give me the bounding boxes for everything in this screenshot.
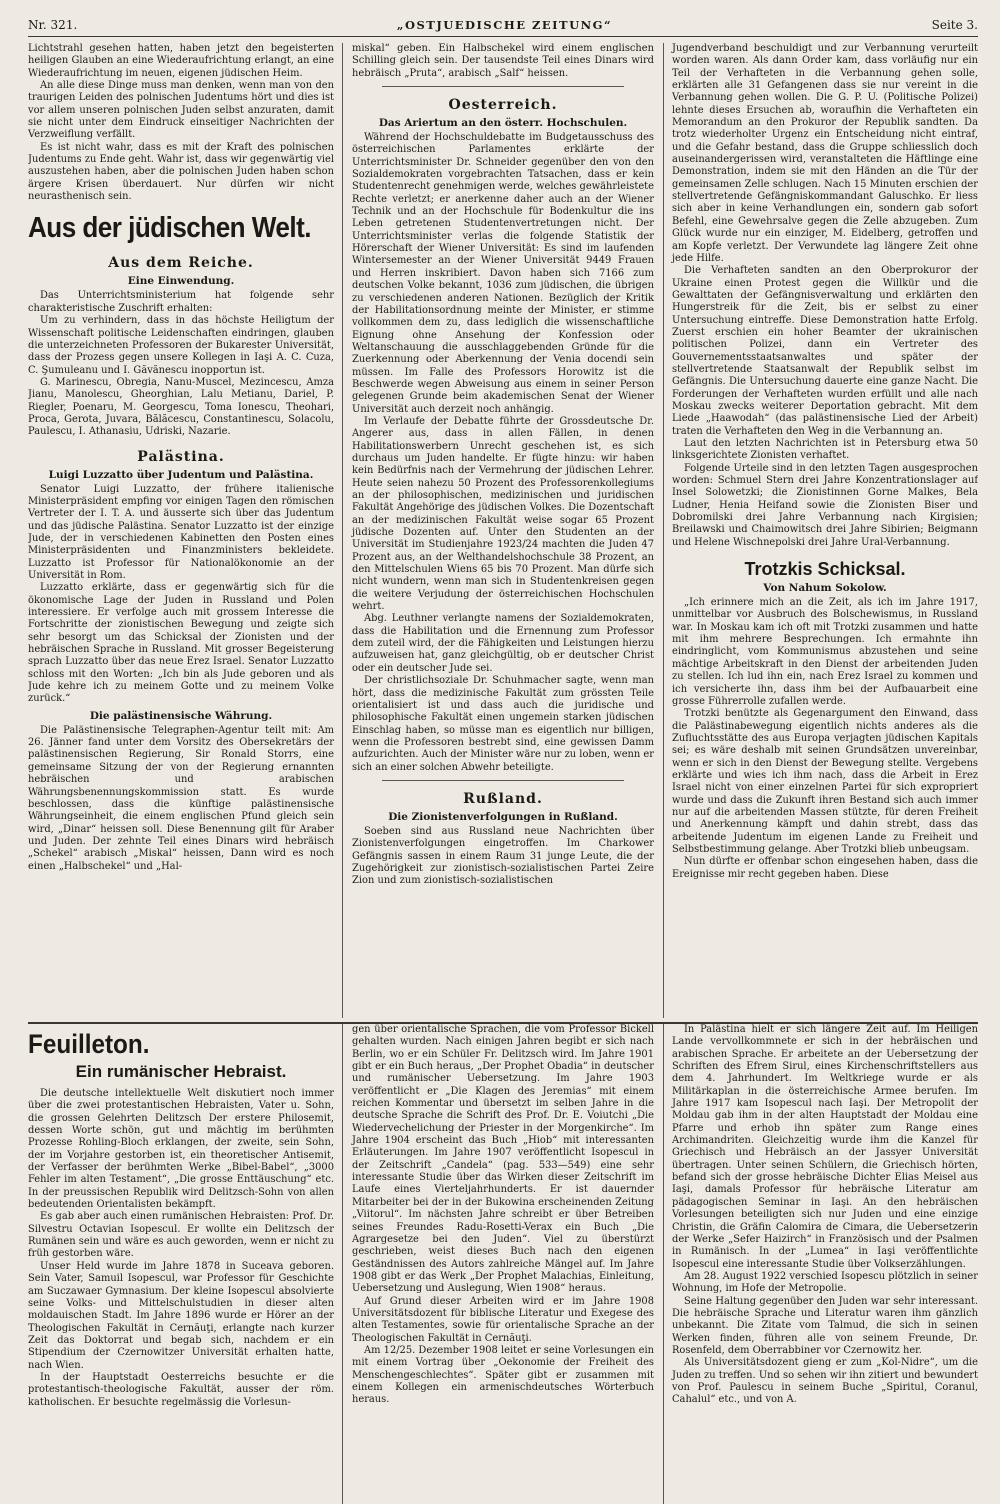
newspaper-title: „OSTJUEDISCHE ZEITUNG“ <box>396 18 613 32</box>
masthead <box>28 18 978 37</box>
feuilleton-title: Ein rumänischer Hebraist. <box>75 1062 287 1081</box>
feuilleton-label: Feuilleton. <box>28 1029 150 1059</box>
column-2 <box>342 43 664 1018</box>
issue-number: Nr. 321. <box>28 18 78 32</box>
article-title-ariertum: Das Ariertum an den österr. Hochschulen. <box>378 117 628 130</box>
divider <box>382 86 624 87</box>
section-heading-juedische-welt: Aus der jüdischen Welt. <box>28 212 311 245</box>
paragraph: Soeben sind aus Russland neue Nachrichten über Zionistenverfolgungen eingetroffen. Im Charkower Gefängnis sassen in einem Raum 31 junge Leute, die der Zugehörigkeit zur zionistisch-sozialistischen Partei Zeire Zion und zum zionistisch-sozialistischen <box>352 825 654 887</box>
paragraph: Auf Grund dieser Arbeiten wird er im Jahre 1908 Universitätsdozent für biblische Literatur und Exegese des alten Testamentes, sowie für orientalische Sprache an der Theologischen Fakultät in Cernăuţi. <box>352 1295 654 1344</box>
article-title-trotzki: Trotzkis Schicksal. <box>744 559 906 580</box>
column-3 <box>664 43 978 1018</box>
paragraph: Das Unterrichtsministerium hat folgende sehr charakteristische Zuschrift erhalten: <box>28 290 334 314</box>
paragraph: An alle diese Dinge muss man denken, wenn man von den traurigen Leiden des polnischen Judentums hört und dies ist vor allem unseren polnischen Juden selbst anzuraten, damit sie nicht unter dem Eindruck einseitiger Nachrichten der Verzweiflung verfällt. <box>28 80 334 141</box>
paragraph: „Ich erinnere mich an die Zeit, als ich im Jahre 1917, unmittelbar vor Ausbruch des Bolschewismus, in Russland war. In Moskau kam ich oft mit Trotzki zusammen und hatte mit ihm mehrere Besprechungen. Ich ermahnte ihn eindringlicht, vom Kommunismus abzustehen und seine mächtige Arbeitskraft in den Dienst der arbeitenden Juden zu stellen. Ich lud ihn ein, nach Erez Israel zu kommen und ich versicherte ihn, dass ihm bei der Aufbauarbeit eine grosse Führerrolle zufallen werde. <box>672 597 978 707</box>
paragraph: Abg. Leuthner verlangte namens der Sozialdemokraten, dass die Habilitation und die Ernennung zum Professor dem zuteil wird, der die Fähigkeiten und Leistungen hierzu aufzuweisen hat, ganz gleichgültig, ob er deutscher Christ oder ein deutscher Jude sei. <box>352 613 654 674</box>
paragraph: Lichtstrahl gesehen hatten, haben jetzt den begeisterten heiligen Glauben an eine Wiederaufrichtung erlangt, an eine Wiederaufrichtung im neuen, eigenen jüdischen Heim. <box>28 43 334 79</box>
feuilleton-column-1 <box>28 1024 342 1504</box>
section-heading-reich: Aus dem Reiche. <box>108 255 254 272</box>
paragraph: In der Hauptstadt Oesterreichs besuchte er die protestantisch-theologische Fakultät, ausser der röm. katholischen. Er besuchte regelmässig die Vorlesun- <box>28 1371 334 1408</box>
paragraph: Der christlichsoziale Dr. Schuhmacher sagte, wenn man hört, dass die medizinische Fakultät zum grössten Teile orientalisiert ist und dass auch die juridische und philosophische Fakultät einen ungemein starken jüdischen Einschlag haben, so müsse man es eigentlich nur billigen, wenn die Professoren bestrebt sind, eine gewissen Damm aufzurichten. Auch der Minister wäre nur zu loben, wenn er sich an einer solchen Abwehr beteiligte. <box>352 675 654 773</box>
article-title-zionisten: Die Zionistenverfolgungen in Rußland. <box>388 810 618 823</box>
paragraph: Nun dürfte er offenbar schon eingesehen haben, dass die Ereignisse mir recht gegeben haben. Diese <box>672 856 978 880</box>
feuilleton-section <box>28 1022 978 1504</box>
paragraph: Um zu verhindern, dass in das höchste Heiligtum der Wissenschaft politische Leidenschaften eindringen, glauben die unterzeichneten Professoren der Bukarester Universität, dass der Prozess gegen unsere Kollegen in Iaşi A. C. Cuza, C. Şumuleanu und I. Găvănescu inopportun ist. <box>28 315 334 376</box>
section-heading-oesterreich: Oesterreich. <box>448 97 558 114</box>
paragraph: Die Palästinensische Telegraphen-Agentur teilt mit: Am 26. Jänner fand unter dem Vorsitz des Obersekretärs der palästinensischen Regierung, Sir Ronald Storrs, eine gemeinsame Sitzung der von der Regierung ernannten hebräischen und arabischen Währungsbenennungskommission statt. Es wurde beschlossen, dass die künftige palästinensische Währungseinheit, die einem englischen Pfund gleich sein wird, „Dinar“ heissen soll. Diese Benennung gilt für Araber und Juden. Der zehnte Teil eines Dinars wird hebräisch „Schekel“ arabisch „Miskal“ heissen, Dann wird es noch einen „Halbschekel“ und „Hal- <box>28 724 334 872</box>
paragraph: Es gab aber auch einen rumänischen Hebraisten: Prof. Dr. Silvestru Octavian Isopescul. Er wollte ein Delitzsch der Rumänen sein und wäre es auch geworden, wenn er nicht zu früh gestorben wäre. <box>28 1211 334 1260</box>
paragraph: Laut den letzten Nachrichten ist in Petersburg etwa 50 linksgerichtete Zionisten verhaftet. <box>672 438 978 462</box>
page-number: Seite 3. <box>931 18 978 32</box>
section-heading-russland: Rußland. <box>463 790 543 807</box>
paragraph: miskal“ geben. Ein Halbschekel wird einem englischen Schilling gleich sein. Der tausendste Teil eines Dinars wird hebräisch „Pruta“, arabisch „Salf“ heissen. <box>352 43 654 79</box>
paragraph: Jugendverband beschuldigt und zur Verbannung verurteilt worden waren. Als dann Order kam, dass vorläufig nur ein Teil der Verhafteten in die Verbannung gehen solle, erklärten alle 31 Gefangenen dass sie nur vereint in die Verbannung gehen wollen. Die G. P. U. (Politische Polizei) lehnte dieses Ersuchen ab, woraufhin die Verhafteten ein Memorandum an den Prokuror der Republik sandten. Da trotz wiederholter Urgenz ein Entscheidung nicht eintraf, und die Gefahr bestand, dass die Gruppe schliesslich doch auseinandergerissen wird, veranstalteten die Häftlinge eine Demonstration, indem sie mit den Händen an die Tür der gemeinsamen Zelle schlugen. Nach 15 Minuten erschien der stellvertretende Gefängniskommandant Galuschko. Er liess sich aber in keine Verhandlungen ein, sondern gab sofort Befehl, eine Gewehrsalve gegen die Zelle abzugeben. Zum Glück wurde nur ein einziger, M. Eidelberg, getroffen und am Kopfe verletzt. Der Verwundete lag längere Zeit ohne jede Hilfe. <box>672 43 978 264</box>
paragraph: Am 28. August 1922 verschied Isopescu plötzlich in seiner Wohnung, im Hofe der Metropolie. <box>672 1270 978 1295</box>
paragraph: Folgende Urteile sind in den letzten Tagen ausgesprochen worden: Schmuel Stern drei Jahre Konzentrationslager auf Insel Solowetzki; die Zionistinnen Gorne Malkes, Bela Ludner, Henia Heifand sowie die Zionisten Biser und Dobromilski drei Jahre Verbannung nach Kirgisien; Breilawski und Chaimowitsch drei Jahre Sibirien; Beigmann und Helene Wischnepolski drei Jahre Ural-Verbannung. <box>672 462 978 548</box>
paragraph: Am 12/25. Dezember 1908 leitet er seine Vorlesungen ein mit einem Vortrag über „Oekonomie der Freiheit des Menschengeschlechtes“. Später gibt er zusammen mit einem Kollegen ein armenischdeutsches Wörterbuch heraus. <box>352 1344 654 1406</box>
paragraph: Während der Hochschuldebatte im Budgetausschuss des österreichischen Parlamentes erklärte der Unterrichtsminister Dr. Schneider gegenüber den von den Sozialdemokraten vorgebrachten Tatsachen, dass er kein Studentenrecht genehmigen werde, welches gewährleistete Rechte verletzt; er anerkenne daher auch an der Wiener Technik und an der Hochschule für Bodenkultur die ins Leben getretenen Studentenvertretungen nicht. Der Unterrichtsminister verlas die folgende Statistik der Hörerschaft der Wiener Universität: Es sind im laufenden Wintersemester an der Wiener Universität 9449 Frauen und Herren inskribiert. Davon haben sich 7166 zum deutschen Volke bekannt, 1036 zum jüdischen, die übrigen zu verschiedenen anderen Nationen. Bezüglich der Kritik der Habilitationsordnung meinte der Minister, er stimme vollkommen dem zu, dass lediglich die wissenschaftliche Eignung ohne Ansehung der Konfession oder Weltanschauung die ausschlaggebenden Gründe für die Zuerkennung oder Aberkennung der Venia docendi sein müssen. Im Falle des Professors Horowitz ist die Beschwerde wegen Abweisung aus einem in seiner Person gelegenen Grunde beim akademischen Senat der Wiener Universität auch derzeit noch anhängig. <box>352 132 654 415</box>
article-title-waehrung: Die palästinensische Währung. <box>89 709 273 722</box>
paragraph: Die deutsche intellektuelle Welt diskutiert noch immer über die zwei protestantischen Hebraisten, Vater u. Sohn, die grossen Gelehrten Delitzsch Der erstere Philosemit, dessen Worte schön, gut und mächtig im berühmten Prozesse Rohling-Bloch erklangen, der zweite, sein Sohn, der im Vorjahre gestorben ist, ein theoretischer Antisemit, der Verfasser der berühmten Werke „Bibel-Babel“, „3000 Fehler im alten Testament“, „Die grosse Enttäuschung“ etc. In der preussischen Republik wird Delitzsch-Sohn von allen bedeutenden Orientalisten bekämpft. <box>28 1088 334 1211</box>
paragraph: Luzzatto erklärte, dass er gegenwärtig sich für die ökonomische Lage der Juden in Russland und Polen interessiere. Er verfolge auch mit grossem Interesse die Fortschritte der zionistischen Bewegung und zeigte sich sehr besorgt um das Schicksal der Zionisten und der hebräischen Sprache in Russland. Mit grosser Begeisterung sprach Luzzatto über das neue Erez Israel. Senator Luzzatto schloss mit den Worten: „Ich bin als Jude geboren und als Jude kehre ich zu meinem Gotte und zu meinem Volke zurück.“ <box>28 582 334 705</box>
paragraph: Als Universitätsdozent gieng er zum „Kol-Nidre“, um die Juden zu treffen. Und so sehen wir ihn zitiert und bewundert von Prof. Paulescu in seinem Buche „Spiritul, Coranul, Cahalul“ etc., und von A. <box>672 1357 978 1406</box>
paragraph: Es ist nicht wahr, dass es mit der Kraft des polnischen Judentums zu Ende geht. Wahr ist, dass wir gegenwärtig viel auszustehen haben, aber die polnischen Juden haben schon ärgere Krisen überdauert. Nur dürfen wir nicht neurasthenisch sein. <box>28 141 334 203</box>
paragraph: Im Verlaufe der Debatte führte der Grossdeutsche Dr. Angerer aus, dass in allen Fällen, in denen Habilitationswerbern Unrecht geschehen ist, es sich durchaus um Juden handelte. Er fügte hinzu: wir haben kein Bedürfnis nach der Vermehrung der jüdischen Lehrer. Heute seien nahezu 50 Prozent des Professorenkollegiums an der philosophischen, medizinischen und juridischen Fakultät Angehörige des jüdischen Volkes. Die Dozentschaft an der medizinischen Fakultät weise sogar 65 Prozent jüdische Dozenten auf. Unter den Studenten an der Universität im Studienjahre 1923/24 machten die Juden 47 Prozent aus, an der Welthandelshochschule 38 Prozent, an den Mittelschulen Wiens 65 bis 70 Prozent. Man dürfe sich nicht wundern, wenn man sich in Studentenkreisen gegen die weitere Verjudung der österreichischen Hochschulen wehrt. <box>352 415 654 613</box>
article-title-luzzatto: Luigi Luzzatto über Judentum und Palästina. <box>48 468 314 481</box>
paragraph: Unser Held wurde im Jahre 1878 in Suceava geboren. Sein Vater, Samuil Isopescul, war Professor für Geschichte am Suczawaer Gymnasium. Der kleine Isopescul absolvierte seine Volks- und Mittelschulstudien in dieser alten moldauischen Stadt. Im Jahre 1896 wurde er Hörer an der Theologischen Fakultät in Cernăuţi, erlangte nach kurzer Zeit das Doktorrat und begab sich, nachdem er ein Stipendium der Czernowitzer Universität erhalten hatte, nach Wien. <box>28 1260 334 1371</box>
article-title-einwendung: Eine Einwendung. <box>127 275 235 288</box>
paragraph: Senator Luigi Luzzatto, der frühere italienische Ministerpräsident empfing vor einigen Tagen den römischen Vertreter der I. T. A. und äusserte sich über das Judentum und das jüdische Palästina. Senator Luzzatto ist der einzige Jude, der in verschiedenen Kabinetten den Posten eines Ministerpräsidenten und Finanzministers bekleidete. Luzzatto ist Professor für Nationalökonomie an der Universität in Rom. <box>28 483 334 581</box>
paragraph: In Palästina hielt er sich längere Zeit auf. Im Heiligen Lande vervollkommnete er sich in der hebräischen und arabischen Sprache. Er arbeitete an der Uebersetzung der Schriften des Efrem Sirul, eines Kirchenschriftstellers aus dem 4. Jahrhundert. Im Weltkriege wurde er als Militärkaplan in die österreichische Armee berufen. Im Jahre 1917 kam Isopescul nach Iaşi. Der Metropolit der Moldau gab ihm in der alten Hauptstadt der Moldau eine Pfarre und erhob ihn später zum Range eines Archimandriten. Gleichzeitig wurde ihm die Kanzel für Griechisch und Hebräisch an der Jassyer Universität übertragen. Unter seinen Schülern, die Griechisch hörten, befand sich der grosse hebräische Dichter Elias Meisel aus Iaşi, damals Professor für hebräische Literatur am pädagogischen Seminar in Iaşi. An den hebräischen Vorlesungen beteiligten sich nur Juden und eine einzige Christin, die Gräfin Calomira de Cimara, die Uebersetzerin der Werke „Sefer Haizirch“ in Französisch und der Psalmen in Rumänisch. In der „Lumea“ in Iaşi veröffentlichte Isopescul eine interessante Studie über Volkserzählungen. <box>672 1024 978 1270</box>
paragraph: Trotzki benützte als Gegenargument den Einwand, dass die Palästinabewegung eigentlich nichts anderes als die Zufluchtsstätte des aus Europa verjagten jüdischen Kapitals sei; es wäre deshalb mit seinen Grundsätzen unvereinbar, wenn er sich in den Dienst der Bewegung stellte. Vergebens erklärte und wies ich ihm nach, dass die Arbeit in Erez Israel nicht von einer einzelnen Partei für sich expropriert wurde und dass die Zukunft ihren Bestand sich auch immer nur auf die arbeitenden Massen stützte, für deren Freiheit und Anerkennung kämpft und dahin strebt, dass das arbeitende Judentum im eigenen Lande zu Freiheit und Selbstbestimmung gelange. Aber Trotzki blieb unbeugsam. <box>672 708 978 855</box>
paragraph: Seine Haltung gegenüber den Juden war sehr interessant. Die hebräische Sprache und Literatur waren ihm gänzlich unbekannt. Die Zitate vom Talmud, die sich in seinen Werken finden, führen alle von seinem Freunde, Dr. Rosenfeld, dem Oberrabbiner vor Czernowitz her. <box>672 1295 978 1356</box>
paragraph: gen über orientalische Sprachen, die vom Professor Bickell gehalten wurden. Nach einigen Jahren begibt er sich nach Berlin, wo er ein Schüler Fr. Delitzsch wird. Im Jahre 1901 gibt er ein Buch heraus, „Der Prophet Obadia“ in deutscher und rumänischer Uebersetzung. Im Jahre 1903 veröffentlicht er „Die Klagen des Jeremias“ mit einem reichen Kommentar und übersetzt im selben Jahre in die deutsche Sprache die Schrift des Prof. Dr. E. Voiutchi „Die Wiedervechelichung der Priester in der Morgenkirche“. Im Jahre 1904 erscheint das Buch „Hiob“ mit interessanten Erläuterungen. Im Jahre 1907 veröffentlicht Isopescul in der Zeitschrift „Candela“ (pag. 533—549) eine sehr interessante Studie über das Wirken dieser Zeitschrift im Laufe eines Vierteljahrhunderts. Er ist dauernder Mitarbeiter bei der in der Bukowina erscheinenden Zeitung „Viitorul“. Im nächsten Jahre schreibt er über Betreiben seines Freundes Radu-Rosetti-Verax ein Buch „Die Agrargesetze bei den Juden“. Viel zu überstürzt geschrieben, weist dieses Buch nach den eigenen Geständnissen des Autors zahlreiche Mängel auf. Im Jahre 1908 gibt er das Werk „Der Prophet Malachias, Einleitung, Uebersetzung und Auslegung, Wien 1908“ heraus. <box>352 1024 654 1295</box>
feuilleton-column-2 <box>342 1024 664 1504</box>
paragraph: Die Verhafteten sandten an den Oberprokuror der Ukraine einen Protest gegen die Willkür und die Gewalttaten der Gefängnisverwaltung und erklärten den Hungerstreik für die Zeit, bis er selbst zu einer Untersuchung eintreffe. Diese Demonstration hatte Erfolg. Zuerst erschien ein hoher Beamter der ukrainischen politischen Polizei, dann ein Vertreter des Gouvernementsstaatsanwaltes und später der stellvertretende Staatsanwalt der Republik selbst im Gefängnis. Die Untersuchung dauerte eine ganze Nacht. Die Forderungen der Verhafteten wurden erfüllt und alle nach Moskau zwecks weiterer Deportation gebracht. Mit dem Liede „Haawodah“ (das palästinensische Lied der Arbeit) traten die Verhafteten den Weg in die Verbannung an. <box>672 265 978 437</box>
divider <box>382 780 624 781</box>
section-heading-palaestina: Palästina. <box>137 448 225 465</box>
paragraph: G. Marinescu, Obregia, Nanu-Muscel, Mezincescu, Amza Jianu, Manolescu, Gheorghian, Lalu Metianu, Dariel, P. Riegler, Poenaru, M. Georgescu, Toma Ionescu, Theohari, Proca, Gerota, Juvara, Bălăcescu, Constantinescu, Solacolu, Paulescu, I. Athanasiu, Udriski, Nazarie. <box>28 376 334 438</box>
feuilleton-column-3 <box>664 1024 978 1504</box>
byline: Von Nahum Sokolow. <box>763 582 887 595</box>
top-section <box>28 43 978 1018</box>
column-1 <box>28 43 342 1018</box>
